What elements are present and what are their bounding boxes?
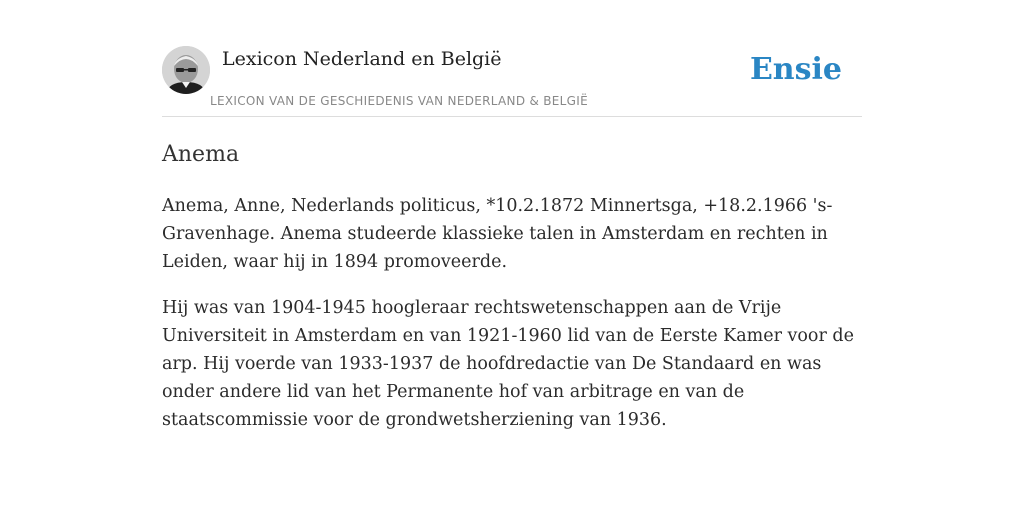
- article: [162, 140, 862, 434]
- lexicon-title[interactable]: Lexicon Nederland en België: [222, 48, 502, 70]
- article-paragraph: Anema, Anne, Nederlands politicus, *10.2.1872 Minnertsga, +18.2.1966 's-Gravenhage. Anema studeerde klassieke talen in Amsterdam en rechten in Leiden, waar hij in 1894 promoveerde.: [162, 196, 833, 272]
- lexicon-header: [162, 46, 862, 117]
- ensie-logo-link[interactable]: Ensie: [749, 52, 842, 87]
- article-title: Anema: [162, 142, 240, 167]
- lexicon-subtitle: LEXICON VAN DE GESCHIEDENIS VAN NEDERLAND & BELGIË: [210, 94, 588, 108]
- person-avatar-icon[interactable]: [162, 46, 210, 94]
- article-paragraph: Hij was van 1904-1945 hoogleraar rechtswetenschappen aan de Vrije Universiteit in Amsterdam en van 1921-1960 lid van de Eerste Kamer voor de arp. Hij voerde van 1933-1937 de hoofdredactie van De Standaard en was onder andere lid van het Permanente hof van arbitrage en van de staatscommissie voor de grondwetsherziening van 1936.: [162, 298, 854, 430]
